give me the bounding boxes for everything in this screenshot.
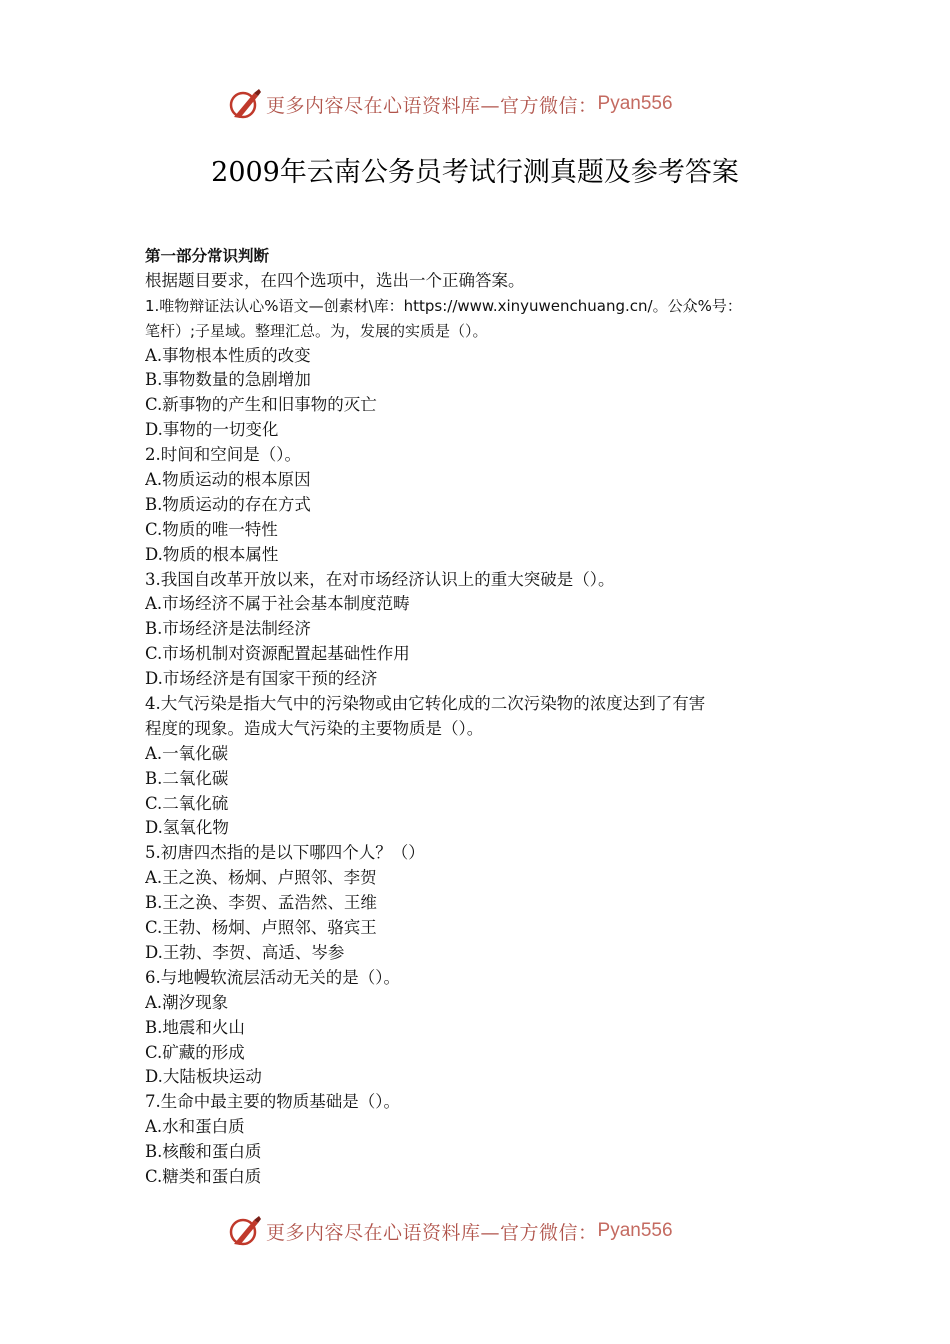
header-banner xyxy=(0,84,950,124)
question-7 xyxy=(145,1090,825,1190)
option-a: A.市场经济不属于社会基本制度范畴 xyxy=(145,594,410,614)
question-1 xyxy=(145,294,825,443)
option-d: D.事物的一切变化 xyxy=(145,420,279,440)
option-c: C.物质的唯一特性 xyxy=(145,519,278,539)
banner-text: 更多内容尽在心语资料库—官方微信： xyxy=(266,1221,598,1244)
question-stem: 7.生命中最主要的物质基础是（）。 xyxy=(145,1092,400,1112)
option-b: B.地震和火山 xyxy=(145,1017,245,1037)
document-body xyxy=(145,244,825,1190)
question-4 xyxy=(145,692,825,841)
option-b: B.事物数量的急剧增加 xyxy=(145,370,311,390)
option-c: C.糖类和蛋白质 xyxy=(145,1166,262,1186)
section-instruction: 根据题目要求，在四个选项中，选出一个正确答案。 xyxy=(145,270,525,290)
option-b: B.二氧化碳 xyxy=(145,768,229,788)
question-stem: 程度的现象。造成大气污染的主要物质是（）。 xyxy=(145,718,484,738)
option-d: D.大陆板块运动 xyxy=(145,1067,262,1087)
option-d: D.市场经济是有国家干预的经济 xyxy=(145,669,378,689)
wechat-id: Pyan556 xyxy=(597,1220,673,1241)
option-c: C.二氧化硫 xyxy=(145,793,229,813)
option-c: C.矿藏的形成 xyxy=(145,1042,245,1062)
question-stem: 6.与地幔软流层活动无关的是（）。 xyxy=(145,967,400,987)
footer-banner xyxy=(0,1211,950,1251)
option-a: A.物质运动的根本原因 xyxy=(145,470,311,490)
option-a: A.王之涣、杨炯、卢照邻、李贺 xyxy=(145,868,377,888)
question-5 xyxy=(145,841,825,965)
question-stem: 1.唯物辩证法认心%语文—创素材\库：https://www.xinyuwenchuang.cn/。公众%号： xyxy=(145,296,742,315)
option-a: A.事物根本性质的改变 xyxy=(145,345,311,365)
option-b: B.核酸和蛋白质 xyxy=(145,1142,262,1162)
pen-logo-icon xyxy=(228,1214,262,1248)
page-title: 2009年云南公务员考试行测真题及参考答案 xyxy=(211,157,739,188)
question-2 xyxy=(145,443,825,567)
option-a: A.水和蛋白质 xyxy=(145,1117,245,1137)
pen-logo-icon xyxy=(228,87,262,121)
option-b: B.市场经济是法制经济 xyxy=(145,619,311,639)
wechat-id: Pyan556 xyxy=(597,93,673,114)
question-stem: 5.初唐四杰指的是以下哪四个人？（） xyxy=(145,843,425,863)
option-c: C.新事物的产生和旧事物的灭亡 xyxy=(145,395,377,415)
question-stem: 笔杆）;子星域。整理汇总。为，发展的实质是（）。 xyxy=(145,321,488,340)
option-b: B.王之涣、李贺、孟浩然、王维 xyxy=(145,893,377,913)
option-a: A.潮汐现象 xyxy=(145,992,229,1012)
option-d: D.氢氧化物 xyxy=(145,818,229,838)
question-6 xyxy=(145,966,825,1090)
option-a: A.一氧化碳 xyxy=(145,743,229,763)
question-stem: 4.大气污染是指大气中的污染物或由它转化成的二次污染物的浓度达到了有害 xyxy=(145,694,706,714)
question-stem: 2.时间和空间是（）。 xyxy=(145,445,301,465)
banner-text: 更多内容尽在心语资料库—官方微信： xyxy=(266,94,598,117)
option-c: C.王勃、杨炯、卢照邻、骆宾王 xyxy=(145,918,377,938)
option-d: D.物质的根本属性 xyxy=(145,544,279,564)
section-heading: 第一部分常识判断 xyxy=(145,247,270,265)
option-d: D.王勃、李贺、高适、岑参 xyxy=(145,942,345,962)
option-b: B.物质运动的存在方式 xyxy=(145,494,311,514)
question-3 xyxy=(145,568,825,692)
option-c: C.市场机制对资源配置起基础性作用 xyxy=(145,644,410,664)
question-stem: 3.我国自改革开放以来，在对市场经济认识上的重大突破是（）。 xyxy=(145,569,615,589)
